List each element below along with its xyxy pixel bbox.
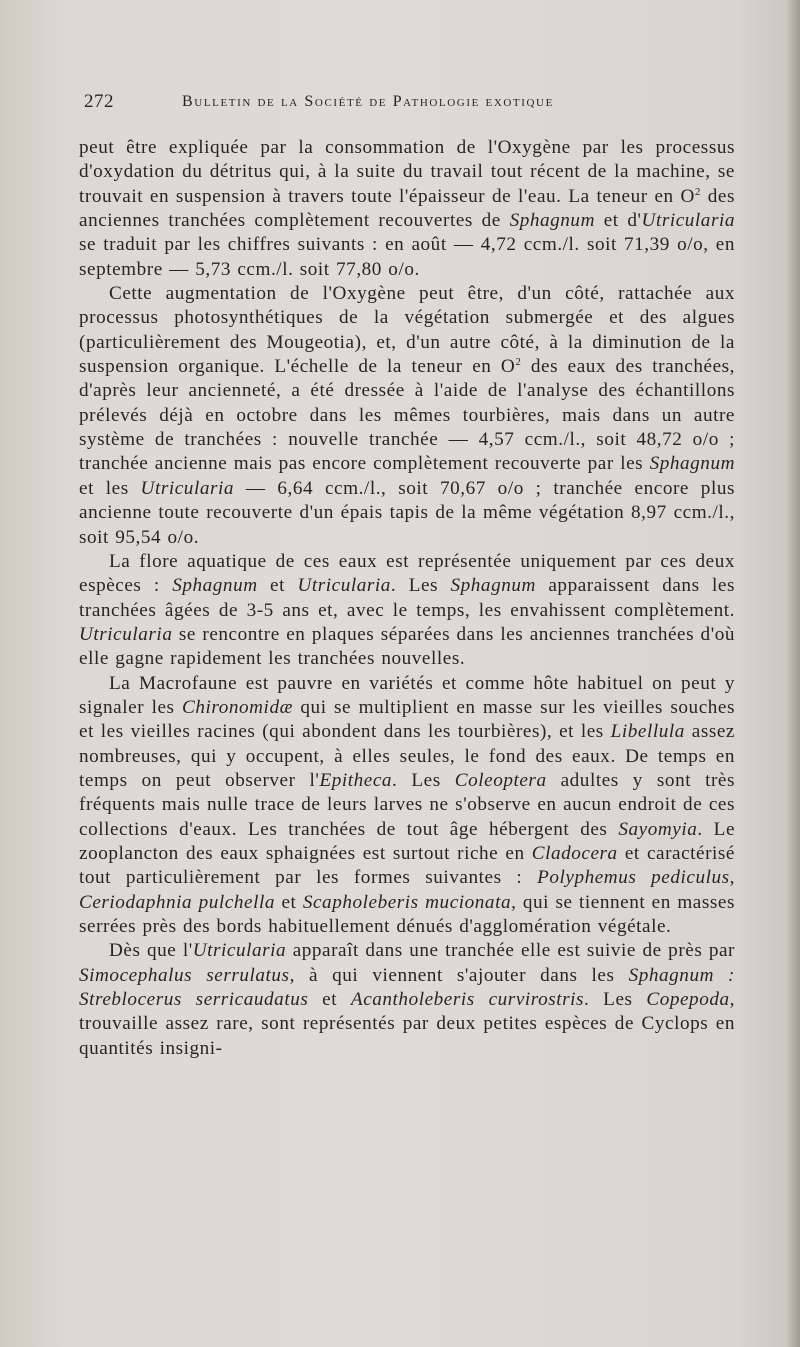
- text-run: La Macrofaune est pauvre en variétés et comme hôte habituel on peut y signaler les: [79, 672, 735, 718]
- text-run: , trouvaille assez rare, sont représentés par deux petites espèces de Cyclops en quantités insigni-: [79, 989, 735, 1059]
- text-run: et: [308, 989, 351, 1011]
- text-run: . Les: [392, 769, 455, 791]
- running-head: Bulletin de la Société de Pathologie exotique: [182, 93, 554, 110]
- text-run: , qui se tiennent en masses serrées près des bords habituellement dénués d'agglomération végétale.: [79, 891, 735, 937]
- text-run: apparaît dans une tranchée elle est suivie de près par: [286, 940, 735, 962]
- text-run: . Le zooplancton des eaux sphaignées est surtout riche en: [79, 818, 736, 864]
- paragraph: [79, 550, 735, 672]
- italic-term: Acantholeberis curvirostris: [350, 989, 585, 1011]
- text-run: apparaissent dans les tranchées âgées de 3-5 ans et, avec le temps, les envahissent complètement.: [79, 575, 735, 621]
- text-run: et: [257, 575, 298, 597]
- italic-term: Polyphemus pediculus: [537, 867, 730, 889]
- text-run: se traduit par les chiffres suivants : en août — 4,72 ccm./l. soit 71,39 o/o, en septembre — 5,73 ccm./l. soit 77,80 o/o.: [79, 234, 735, 280]
- text-run: et d': [594, 210, 642, 232]
- text-run: des anciennes tranchées complètement recouvertes de: [79, 185, 735, 232]
- text-run: . Les: [390, 575, 451, 597]
- italic-term: Epitheca: [319, 769, 393, 791]
- italic-term: Coleoptera: [454, 769, 547, 791]
- body-text: [79, 136, 735, 1061]
- italic-term: Copepoda: [646, 989, 730, 1011]
- italic-term: Sayomyia: [618, 818, 698, 840]
- italic-term: Libellula: [610, 721, 685, 743]
- paragraph: [79, 282, 735, 550]
- text-run: qui se multiplient en masse sur les vieilles souches et les vieilles racines (qui abondent dans les tourbières), et les: [79, 696, 735, 743]
- italic-term: Sphagnum : Streblocerus serricaudatus: [79, 964, 735, 1011]
- italic-term: Utricularia: [641, 210, 735, 232]
- text-run: des eaux des tranchées, d'après leur ancienneté, a été dressée à l'aide de l'analyse des échantillons prélevés déjà en octobre dans les mêmes tourbières, mais dans un autre système de tranchées : nouvelle tranchée — 4,57 ccm./l., soit 48,72 o/o ; tranchée ancienne mais pas encore complètement recouverte par les: [79, 356, 736, 475]
- italic-term: Sphagnum: [450, 575, 536, 597]
- page-number: 272: [84, 91, 114, 112]
- italic-term: Simocephalus serrulatus: [79, 964, 290, 986]
- italic-term: Sphagnum: [509, 210, 595, 232]
- italic-term: Ceriodaphnia pulchella: [79, 891, 275, 913]
- page-header: [84, 91, 732, 121]
- paragraph: [79, 672, 735, 940]
- text-run: ,: [729, 867, 736, 889]
- text-run: — 6,64 ccm./l., soit 70,67 o/o ; tranchée encore plus ancienne toute recouverte d'un épais tapis de la même végétation 8,97 ccm./l., soit 95,54 o/o.: [79, 477, 735, 548]
- text-run: . Les: [584, 989, 647, 1011]
- italic-term: Scapholeberis mucionata: [302, 891, 512, 913]
- paragraph: [79, 939, 735, 1061]
- text-run: , à qui viennent s'ajouter dans les: [289, 964, 629, 986]
- text-run: peut être expliquée par la consommation de l'Oxygène par les processus d'oxydation du détritus qui, à la suite du travail tout récent de la machine, se trouvait en suspension à travers toute l'épaisseur de l'eau. La teneur en O: [79, 137, 735, 207]
- text-run: La flore aquatique de ces eaux est représentée uniquement par ces deux espèces :: [79, 550, 735, 597]
- paragraph: [79, 136, 735, 282]
- text-run: et caractérisé tout particulièrement par les formes suivantes :: [79, 842, 735, 889]
- page-edge-shadow: [786, 0, 800, 1347]
- text-run: et les: [79, 477, 141, 499]
- italic-term: Chironomidæ: [182, 696, 293, 718]
- text-run: Dès que l': [109, 940, 193, 962]
- text-run: se rencontre en plaques séparées dans les anciennes tranchées d'où elle gagne rapidement les tranchées nouvelles.: [79, 623, 735, 670]
- italic-term: Utricularia: [79, 623, 173, 645]
- text-run: Cette augmentation de l'Oxygène peut être, d'un côté, rattachée aux processus photosynthétiques de la végétation submergée et des algues (particulièrement des Mougeotia), et, d'un autre côté, à la diminution de la suspension organique. L'échelle de la teneur en O: [79, 283, 735, 378]
- superscript: 2: [694, 185, 701, 198]
- text-run: et: [275, 891, 303, 913]
- italic-term: Utricularia: [192, 940, 287, 962]
- text-run: assez nombreuses, qui y occupent, à elles seules, le fond des eaux. De temps en temps on peut observer l': [79, 721, 735, 791]
- text-run: adultes y sont très fréquents mais nulle trace de leurs larves ne s'observe en aucun endroit de ces collections d'eaux. Les tranchées de tout âge hébergent des: [79, 769, 736, 840]
- italic-term: Utricularia: [140, 477, 235, 499]
- italic-term: Cladocera: [531, 842, 618, 864]
- italic-term: Sphagnum: [649, 453, 735, 475]
- italic-term: Utricularia: [297, 575, 391, 597]
- italic-term: Sphagnum: [172, 575, 258, 597]
- superscript: 2: [515, 356, 522, 369]
